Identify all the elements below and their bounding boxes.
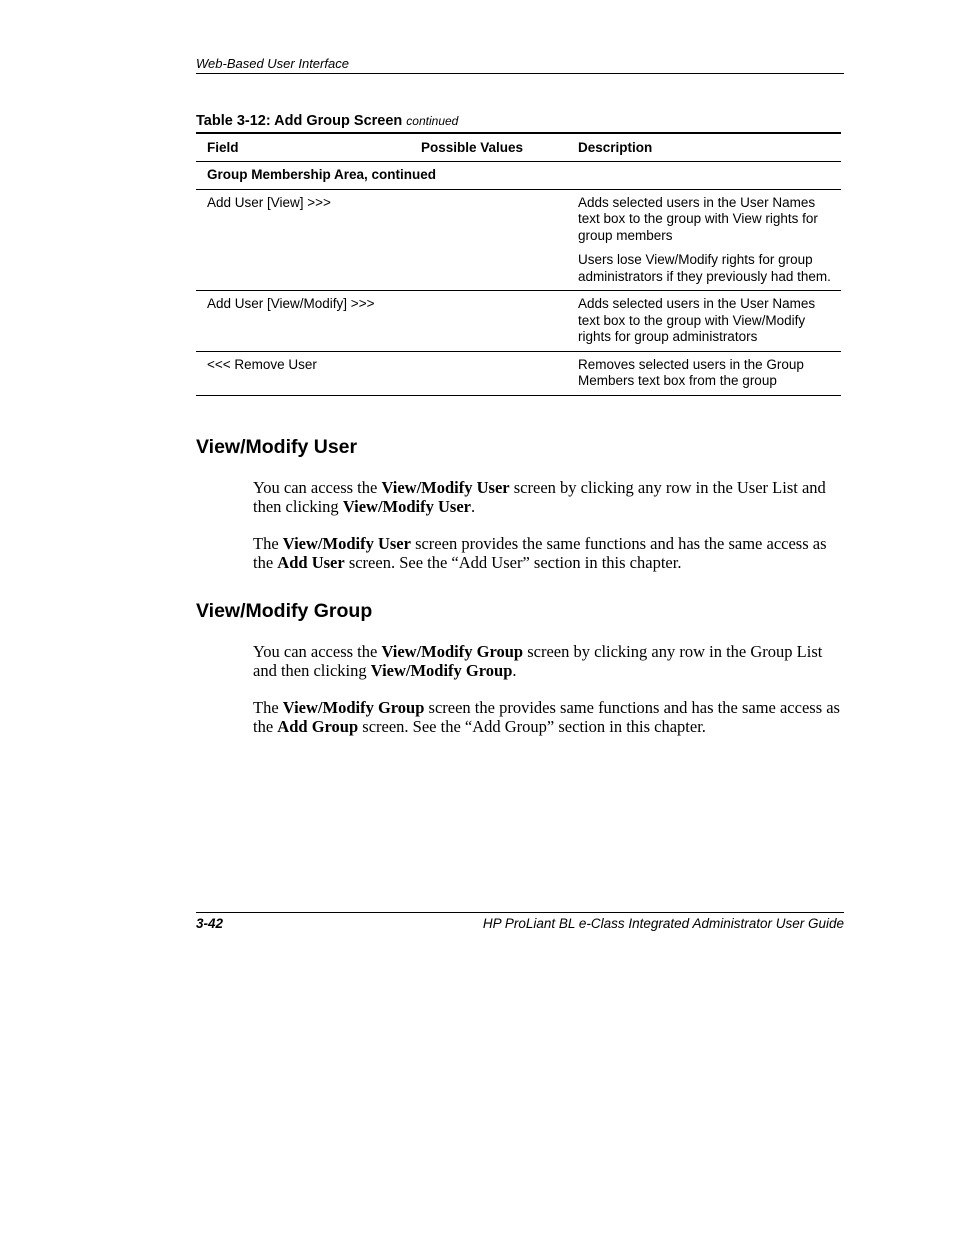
text-run: You can access the [253, 642, 382, 661]
section-heading-view-modify-user: View/Modify User [196, 436, 358, 458]
field-cell: Add User [View/Modify] >>> [196, 291, 410, 352]
text-run: screen by clicking any row in the User List and then clicking [253, 478, 826, 516]
description-cell [578, 351, 841, 395]
text-run: screen the provides same functions and has the same access as the [253, 698, 840, 736]
column-header-field: Field [196, 133, 410, 162]
bold-text: View/Modify User [282, 534, 411, 553]
bold-text: View/Modify Group [282, 698, 425, 717]
running-header: Web-Based User Interface [196, 56, 844, 74]
table-caption-continued: continued [406, 114, 459, 128]
field-cell: Add User [View] >>> [196, 189, 410, 291]
description-text: Users lose View/Modify rights for group administrators if they previously had them. [578, 252, 831, 284]
text-run: The [253, 534, 283, 553]
column-header-possible-values: Possible Values [410, 133, 578, 162]
bold-text: View/Modify User [342, 497, 471, 516]
table-group-row [196, 162, 841, 190]
add-group-screen-table [196, 132, 841, 396]
table-row [196, 189, 841, 291]
description-cell [578, 291, 841, 352]
bold-text: View/Modify User [381, 478, 510, 497]
table-row [196, 351, 841, 395]
table-caption [196, 113, 458, 129]
text-run: The [253, 698, 283, 717]
paragraph [253, 534, 843, 572]
table-caption-title: Table 3-12: Add Group Screen [196, 113, 403, 129]
section-heading-view-modify-group: View/Modify Group [196, 600, 373, 622]
text-run: . [512, 661, 517, 680]
page-number: 3-42 [196, 916, 224, 931]
text-run: screen provides the same functions and has the same access as the [253, 534, 827, 572]
description-cell [578, 189, 841, 291]
running-footer [196, 912, 844, 931]
description-text: Adds selected users in the User Names text box to the group with View/Modify rights for group administrators [578, 296, 816, 344]
possible-values-cell [410, 291, 578, 352]
possible-values-cell [410, 351, 578, 395]
table-row [196, 291, 841, 352]
bold-text: Add User [277, 553, 345, 572]
table-header-row [196, 133, 841, 162]
bold-text: View/Modify Group [381, 642, 524, 661]
paragraph [253, 478, 843, 516]
book-title: HP ProLiant BL e-Class Integrated Administrator User Guide [482, 916, 844, 931]
paragraph [253, 642, 843, 680]
text-run: screen. See the “Add User” section in this chapter. [344, 553, 682, 572]
text-run: . [470, 497, 476, 516]
text-run: screen. See the “Add Group” section in this chapter. [358, 717, 706, 736]
field-cell: <<< Remove User [207, 356, 317, 372]
text-run: You can access the [253, 478, 382, 497]
column-header-description: Description [578, 133, 841, 162]
description-text: Removes selected users in the Group Members text box from the group [578, 356, 804, 388]
paragraph [253, 698, 843, 736]
possible-values-cell [410, 189, 578, 291]
bold-text: Add Group [277, 717, 359, 736]
description-text: Adds selected users in the User Names text box to the group with View rights for group members [578, 194, 818, 243]
bold-text: View/Modify Group [370, 661, 513, 680]
group-membership-label: Group Membership Area, continued [196, 162, 841, 190]
text-run: screen by clicking any row in the Group List and then clicking [253, 642, 823, 680]
